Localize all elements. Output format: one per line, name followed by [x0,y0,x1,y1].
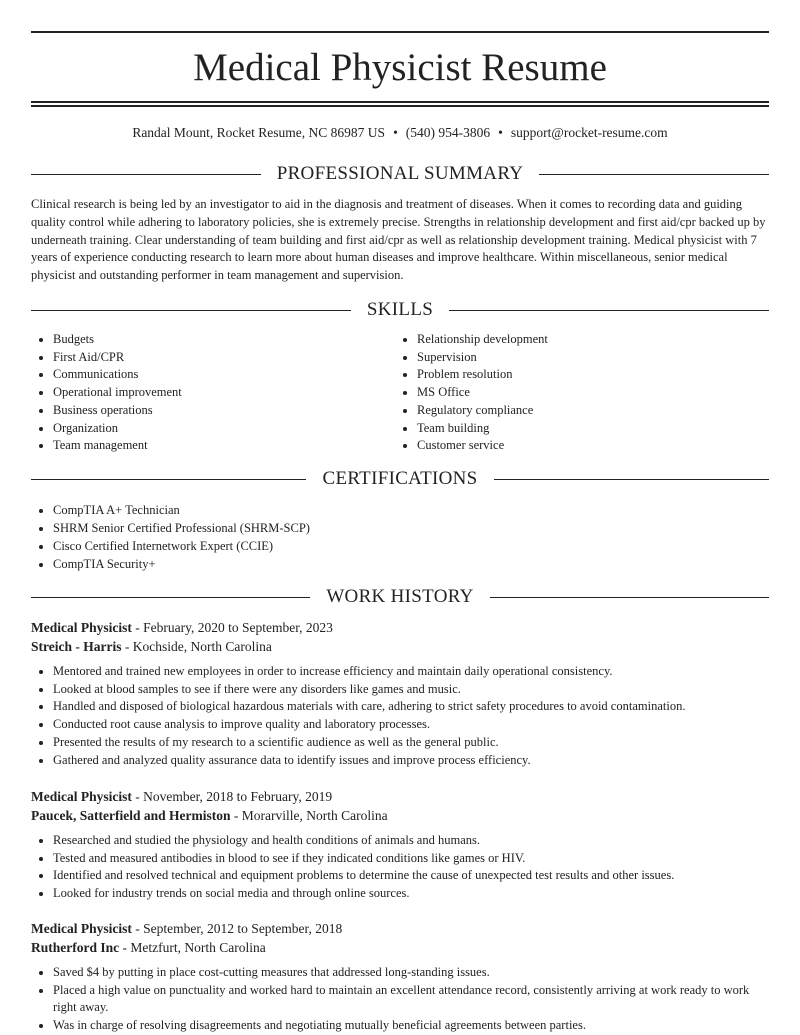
job-company-line [31,938,776,957]
job-entry [31,618,776,769]
job-location: - Morarville, North Carolina [230,808,388,823]
skill-item: • Problem resolution [417,366,787,384]
certification-item: • SHRM Senior Certified Professional (SHRM-SCP) [53,519,553,537]
section-rule [31,174,261,175]
certification-item: • CompTIA Security+ [53,555,553,573]
job-bullet: • Saved $4 by putting in place cost-cutting measures that addressed long-standing issues. [53,964,776,982]
job-bullet: • Tested and measured antibodies in blood to see if they indicated conditions like games or HIV. [53,850,776,868]
skill-item: • MS Office [417,384,787,402]
job-dates: - November, 2018 to February, 2019 [131,789,333,804]
skill-item: • Customer service [417,437,787,455]
skill-item: • Supervision [417,349,787,367]
job-dates: - February, 2020 to September, 2023 [131,620,333,635]
job-location: - Metzfurt, North Carolina [119,940,266,955]
job-bullet: • Was in charge of resolving disagreements and negotiating mutually beneficial agreements between parties. [53,1017,776,1035]
job-company: Paucek, Satterfield and Hermiston [31,808,231,823]
job-entry [31,787,776,903]
job-location: - Kochside, North Carolina [121,639,272,654]
section-title: WORK HISTORY [326,586,474,607]
contact-address: Randal Mount, Rocket Resume, NC 86987 US [132,125,386,140]
skill-item: • Regulatory compliance [417,402,787,420]
job-company-line [31,637,776,656]
job-bullet: • Handled and disposed of biological hazardous materials with care, adhering to strict safety procedures to avoid contamination. [53,698,776,716]
section-rule [449,310,769,311]
job-bullets [31,832,776,903]
job-title-line [31,919,776,938]
section-header-summary [31,162,769,186]
job-dates: - September, 2012 to September, 2018 [131,921,343,936]
section-header-work-history [31,585,769,609]
certification-item: • Cisco Certified Internetwork Expert (CCIE) [53,537,553,555]
job-bullet: • Placed a high value on punctuality and worked hard to maintain an excellent attendance record, consistently arriving at work ready to work right away. [53,982,776,1017]
skill-item: • Budgets [53,331,393,349]
section-header-skills [31,298,769,322]
skill-item: • Business operations [53,402,393,420]
section-rule [494,479,769,480]
skill-item: • Team management [53,437,393,455]
section-rule [490,597,769,598]
skill-item: • Relationship development [417,331,787,349]
top-rule [31,31,769,33]
job-bullet: • Looked for industry trends on social media and through online sources. [53,885,776,903]
summary-paragraph: Clinical research is being led by an investigator to aid in the diagnosis and treatment of diseases. When it comes to recording data and guiding quality control while adhering to laboratory policies, she is extremely precise. Strengths in relationship development and first aid/cpr backed up by underneath training. Clear understanding of team building and first aid/cpr as well as relationship development training. Medical physicist with 7 years of experience conducting research to learn more about human diseases and improve healthcare. Within miscellaneous, senior medical physicist and outstanding performer in team management and supervision. [31,197,766,283]
job-title: Medical Physicist [31,620,132,635]
job-title-line [31,787,776,806]
skill-item: • Communications [53,366,393,384]
contact-separator: • [393,125,398,140]
skills-list-right [395,331,787,455]
certifications-list [31,501,553,573]
section-title: PROFESSIONAL SUMMARY [276,163,524,184]
skill-item: • Operational improvement [53,384,393,402]
page-title: Medical Physicist Resume [193,46,607,89]
job-bullet: • Looked at blood samples to see if there were any disorders like games and music. [53,681,776,699]
job-entry [31,919,776,1035]
job-bullet: • Mentored and trained new employees in order to increase efficiency and maintain daily operational consistency. [53,663,776,681]
certification-item: • CompTIA A+ Technician [53,501,553,519]
contact-separator: • [498,125,503,140]
section-title: SKILLS [366,299,434,320]
section-rule [31,310,351,311]
section-rule [539,174,769,175]
skills-list-left [31,331,393,455]
job-title: Medical Physicist [31,789,132,804]
job-bullet: • Researched and studied the physiology and health conditions of animals and humans. [53,832,776,850]
contact-phone: (540) 954-3806 [405,125,491,140]
skill-item: • Organization [53,420,393,438]
job-bullets [31,663,776,769]
skill-item: • First Aid/CPR [53,349,393,367]
section-rule [31,597,310,598]
skill-item: • Team building [417,420,787,438]
job-company-line [31,806,776,825]
job-company: Rutherford Inc [31,940,120,955]
section-rule [31,479,306,480]
job-bullet: • Presented the results of my research to a scientific audience as well as the general public. [53,734,776,752]
job-bullets [31,964,776,1035]
job-title: Medical Physicist [31,921,132,936]
job-company: Streich - Harris [31,639,122,654]
section-header-certifications [31,467,769,491]
job-title-line [31,618,776,637]
job-bullet: • Conducted root cause analysis to improve quality and laboratory processes. [53,716,776,734]
contact-email: support@rocket-resume.com [510,125,668,140]
job-bullet: • Identified and resolved technical and equipment problems to determine the cause of unexpected test results and other issues. [53,867,776,885]
section-title: CERTIFICATIONS [322,468,478,489]
job-bullet: • Gathered and analyzed quality assurance data to identify issues and improve process efficiency. [53,752,776,770]
title-double-rule [31,101,769,107]
contact-line [0,124,800,142]
